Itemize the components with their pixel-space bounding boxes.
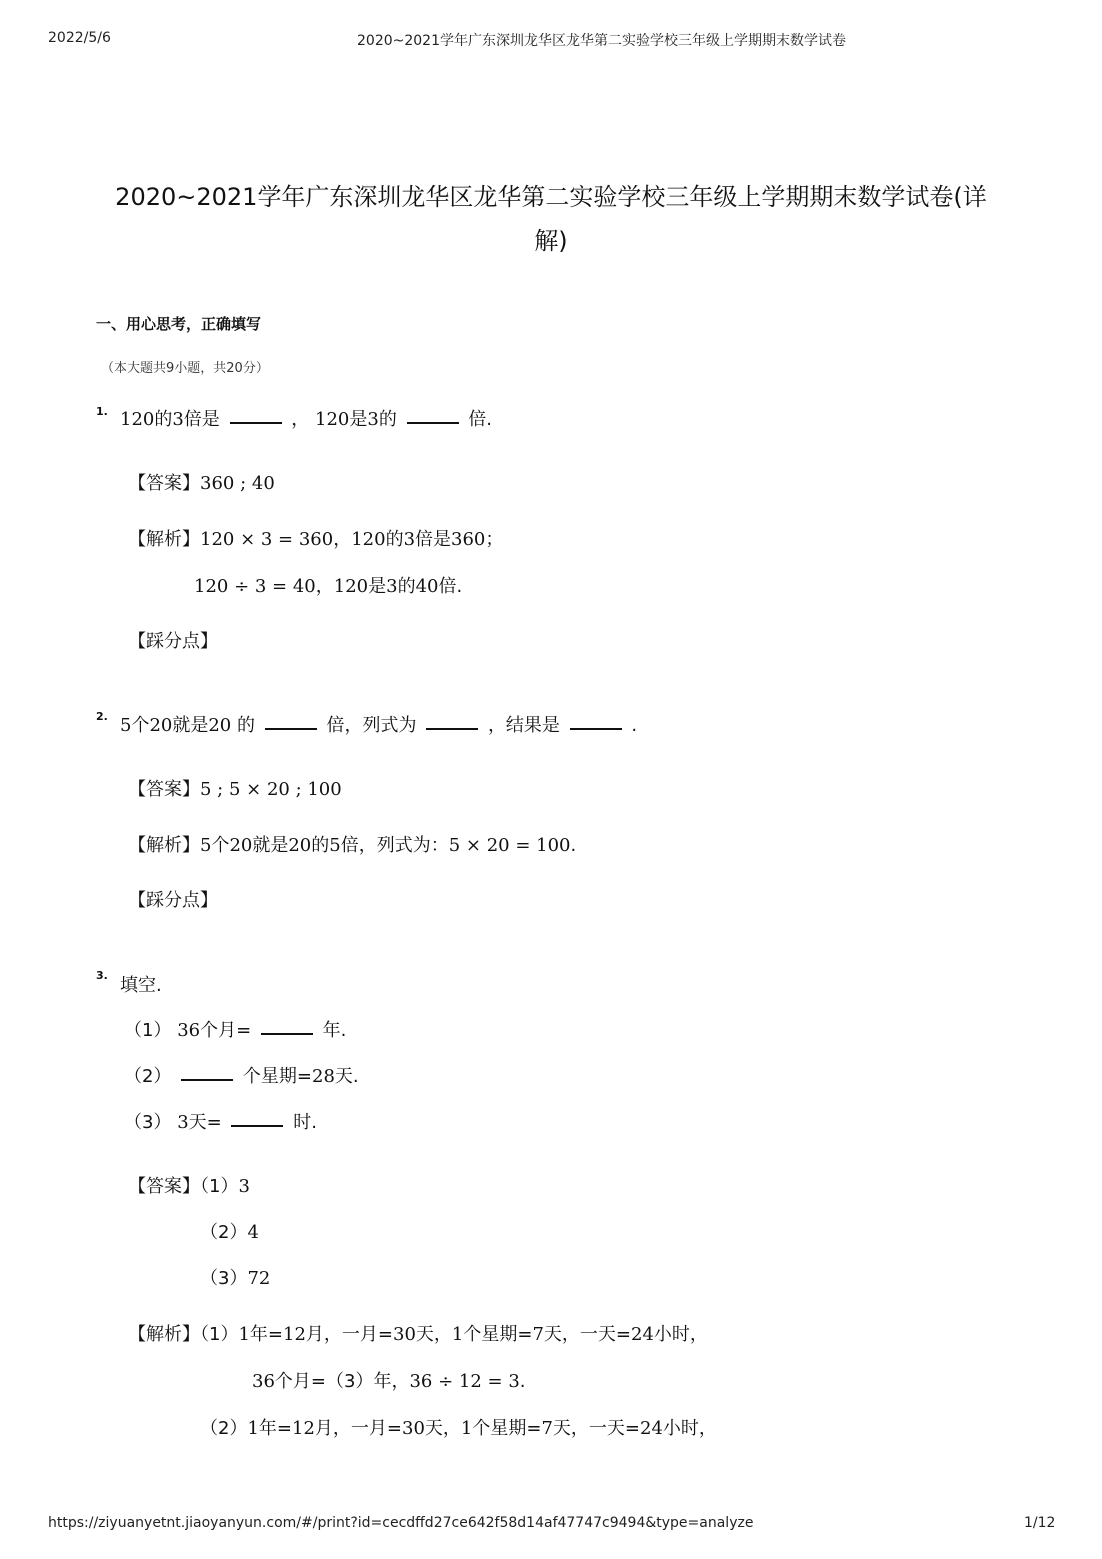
answer-value: 3 xyxy=(238,1176,250,1197)
text-run: . xyxy=(519,1371,526,1392)
question-3-part-3 xyxy=(124,1108,317,1134)
page-number: 1/12 xyxy=(1024,1515,1056,1531)
math-number: 30 xyxy=(402,1418,425,1439)
text-run: . xyxy=(631,715,638,736)
text-run: 个星期= xyxy=(463,1324,533,1345)
text-run: ， xyxy=(291,409,310,430)
text-run: . xyxy=(570,835,577,856)
print-date: 2022/5/6 xyxy=(48,30,111,46)
question-3-answer-3 xyxy=(200,1264,270,1290)
question-3-analysis-line3 xyxy=(200,1414,717,1440)
math-expression: 5 × 20 = 100 xyxy=(448,835,571,856)
math-number: 12 xyxy=(292,1418,315,1439)
math-number: 20 xyxy=(288,835,312,856)
math-number: 120 xyxy=(120,409,155,430)
math-number: 36 xyxy=(252,1371,275,1392)
answer-blank xyxy=(261,1031,313,1035)
math-number: 20 xyxy=(229,835,253,856)
text-run: 天= xyxy=(188,1112,222,1133)
question-2-scoring-points: 【踩分点】 xyxy=(128,890,218,911)
answer-value: 4 xyxy=(247,1222,259,1243)
page-title: 2020~2021学年广东深圳龙华区龙华第二实验学校三年级上学期期末数学试卷(详 xyxy=(115,183,987,211)
text-run: ， xyxy=(333,529,352,550)
text-run: ，结果是 xyxy=(487,715,560,736)
question-2-answer xyxy=(128,775,342,801)
text-run: 月，一月= xyxy=(314,1418,402,1439)
math-number: 5 xyxy=(329,835,341,856)
text-run: 个星期= xyxy=(242,1066,313,1087)
text-run: 天，一天= xyxy=(543,1324,631,1345)
part-tag: （2） xyxy=(200,1418,248,1439)
question-3-analysis xyxy=(128,1320,708,1346)
math-number: 3 xyxy=(172,409,184,430)
text-run: 是 xyxy=(349,409,368,430)
answer-label: 【答案】 xyxy=(128,473,200,494)
page-title-continued: 解) xyxy=(534,227,568,255)
header-doc-title: 2020~2021学年广东深圳龙华区龙华第二实验学校三年级上学期期末数学试卷 xyxy=(357,33,846,49)
math-number: 36 xyxy=(177,1020,201,1041)
math-number: 7 xyxy=(541,1418,553,1439)
answer-blank xyxy=(426,726,478,730)
text-run: 时. xyxy=(293,1112,317,1133)
answer-value: 360 ; 40 xyxy=(200,473,275,494)
analysis-label: 【解析】 xyxy=(128,1324,200,1345)
text-run: 倍. xyxy=(438,576,463,597)
text-run: 的 xyxy=(378,409,397,430)
text-run: 个月= xyxy=(200,1020,252,1041)
question-1-analysis-line2 xyxy=(194,572,462,598)
analysis-label: 【解析】 xyxy=(128,529,200,550)
text-run: 的 xyxy=(397,576,416,597)
math-number: 28 xyxy=(312,1066,335,1087)
math-number: 120 xyxy=(333,576,369,597)
math-number: 5 xyxy=(120,715,132,736)
text-run: 个 xyxy=(211,835,230,856)
math-number: 24 xyxy=(640,1418,663,1439)
answer-label: 【答案】 xyxy=(128,1176,200,1197)
question-3-answer xyxy=(128,1172,250,1198)
part-tag: （1） xyxy=(124,1020,172,1041)
math-number: 40 xyxy=(415,576,439,597)
answer-blank xyxy=(230,420,282,424)
question-3-answer-2 xyxy=(200,1218,259,1244)
question-1-analysis xyxy=(128,525,503,551)
part-tag: （1） xyxy=(200,1176,239,1197)
part-tag: （3） xyxy=(124,1112,172,1133)
answer-value: 72 xyxy=(247,1268,271,1289)
math-number: 30 xyxy=(393,1324,416,1345)
math-number: 3 xyxy=(367,409,379,430)
math-expression: 120 × 3 = 360 xyxy=(200,529,334,550)
text-run: ； xyxy=(485,529,504,550)
text-run: 就是 xyxy=(172,715,209,736)
text-run: 天，一天= xyxy=(552,1418,640,1439)
math-number: 1 xyxy=(460,1418,473,1439)
question-3-part-2 xyxy=(124,1062,359,1088)
text-run: 天. xyxy=(334,1066,359,1087)
question-1-scoring-points: 【踩分点】 xyxy=(128,631,218,652)
math-number: 20 xyxy=(208,715,232,736)
question-1-answer xyxy=(128,469,275,495)
answer-blank xyxy=(265,726,317,730)
math-number: 20 xyxy=(149,715,173,736)
text-run: 就是 xyxy=(252,835,289,856)
text-run: 小时， xyxy=(662,1418,717,1439)
question-number: 1. xyxy=(96,405,108,418)
text-run: 倍是 xyxy=(415,529,452,550)
text-run: 倍，列式为： xyxy=(340,835,449,856)
text-run: 天， xyxy=(424,1418,461,1439)
question-3-analysis-line2 xyxy=(252,1367,526,1393)
part-tag: （2） xyxy=(124,1066,172,1087)
math-number: 3 xyxy=(403,529,416,550)
analysis-label: 【解析】 xyxy=(128,835,200,856)
section-heading: 一、用心思考，正确填写 xyxy=(96,315,262,333)
question-2-analysis xyxy=(128,831,576,857)
math-number: 1 xyxy=(238,1324,250,1345)
part-tag: （2） xyxy=(200,1222,248,1243)
answer-value: 5 ; 5 × 20 ; 100 xyxy=(200,779,342,800)
text-run: 个星期= xyxy=(472,1418,542,1439)
math-number: 1 xyxy=(247,1418,259,1439)
math-number: 3 xyxy=(177,1112,189,1133)
question-3-part-1 xyxy=(124,1016,346,1042)
text-run: 的 xyxy=(231,715,255,736)
answer-label: 【答案】 xyxy=(128,779,200,800)
math-expression: 36 ÷ 12 = 3 xyxy=(409,1371,520,1392)
text-run: 小时， xyxy=(653,1324,708,1345)
section-note: （本大题共9小题，共20分） xyxy=(101,361,269,376)
text-run: ， xyxy=(315,576,334,597)
answer-blank xyxy=(231,1123,283,1127)
text-run: 的 xyxy=(311,835,330,856)
text-run: 是 xyxy=(368,576,387,597)
question-1-stem xyxy=(120,405,492,431)
part-tag: （1） xyxy=(200,1324,239,1345)
text-run: 天， xyxy=(415,1324,452,1345)
text-run: 的 xyxy=(385,529,404,550)
answer-blank xyxy=(407,420,459,424)
math-number: 120 xyxy=(351,529,386,550)
text-run: 个月=（3）年， xyxy=(274,1371,410,1392)
math-number: 360 xyxy=(451,529,486,550)
question-2-stem xyxy=(120,711,637,737)
footer-url[interactable]: https://ziyuanyetnt.jiaoyanyun.com/#/print?id=cecdffd27ce642f58d14af47747c9494&type=analyze xyxy=(48,1515,754,1531)
answer-blank xyxy=(181,1077,233,1081)
text-run: 倍. xyxy=(468,409,493,430)
answer-blank xyxy=(570,726,622,730)
math-number: 12 xyxy=(283,1324,306,1345)
part-tag: （3） xyxy=(200,1268,248,1289)
text-run: 的 xyxy=(154,409,173,430)
math-number: 5 xyxy=(200,835,212,856)
text-run: 年= xyxy=(249,1324,283,1345)
math-number: 3 xyxy=(386,576,398,597)
math-number: 120 xyxy=(315,409,350,430)
text-run: 年. xyxy=(322,1020,347,1041)
text-run: 个 xyxy=(131,715,150,736)
math-number: 7 xyxy=(532,1324,544,1345)
math-number: 24 xyxy=(631,1324,654,1345)
math-expression: 120 ÷ 3 = 40 xyxy=(194,576,316,597)
math-number: 1 xyxy=(451,1324,464,1345)
text-run: 倍，列式为 xyxy=(326,715,417,736)
question-number: 2. xyxy=(96,710,108,723)
question-number: 3. xyxy=(96,969,108,982)
question-3-stem: 填空. xyxy=(120,975,162,996)
text-run: 倍是 xyxy=(183,409,220,430)
text-run: 年= xyxy=(258,1418,292,1439)
text-run: 月，一月= xyxy=(305,1324,393,1345)
